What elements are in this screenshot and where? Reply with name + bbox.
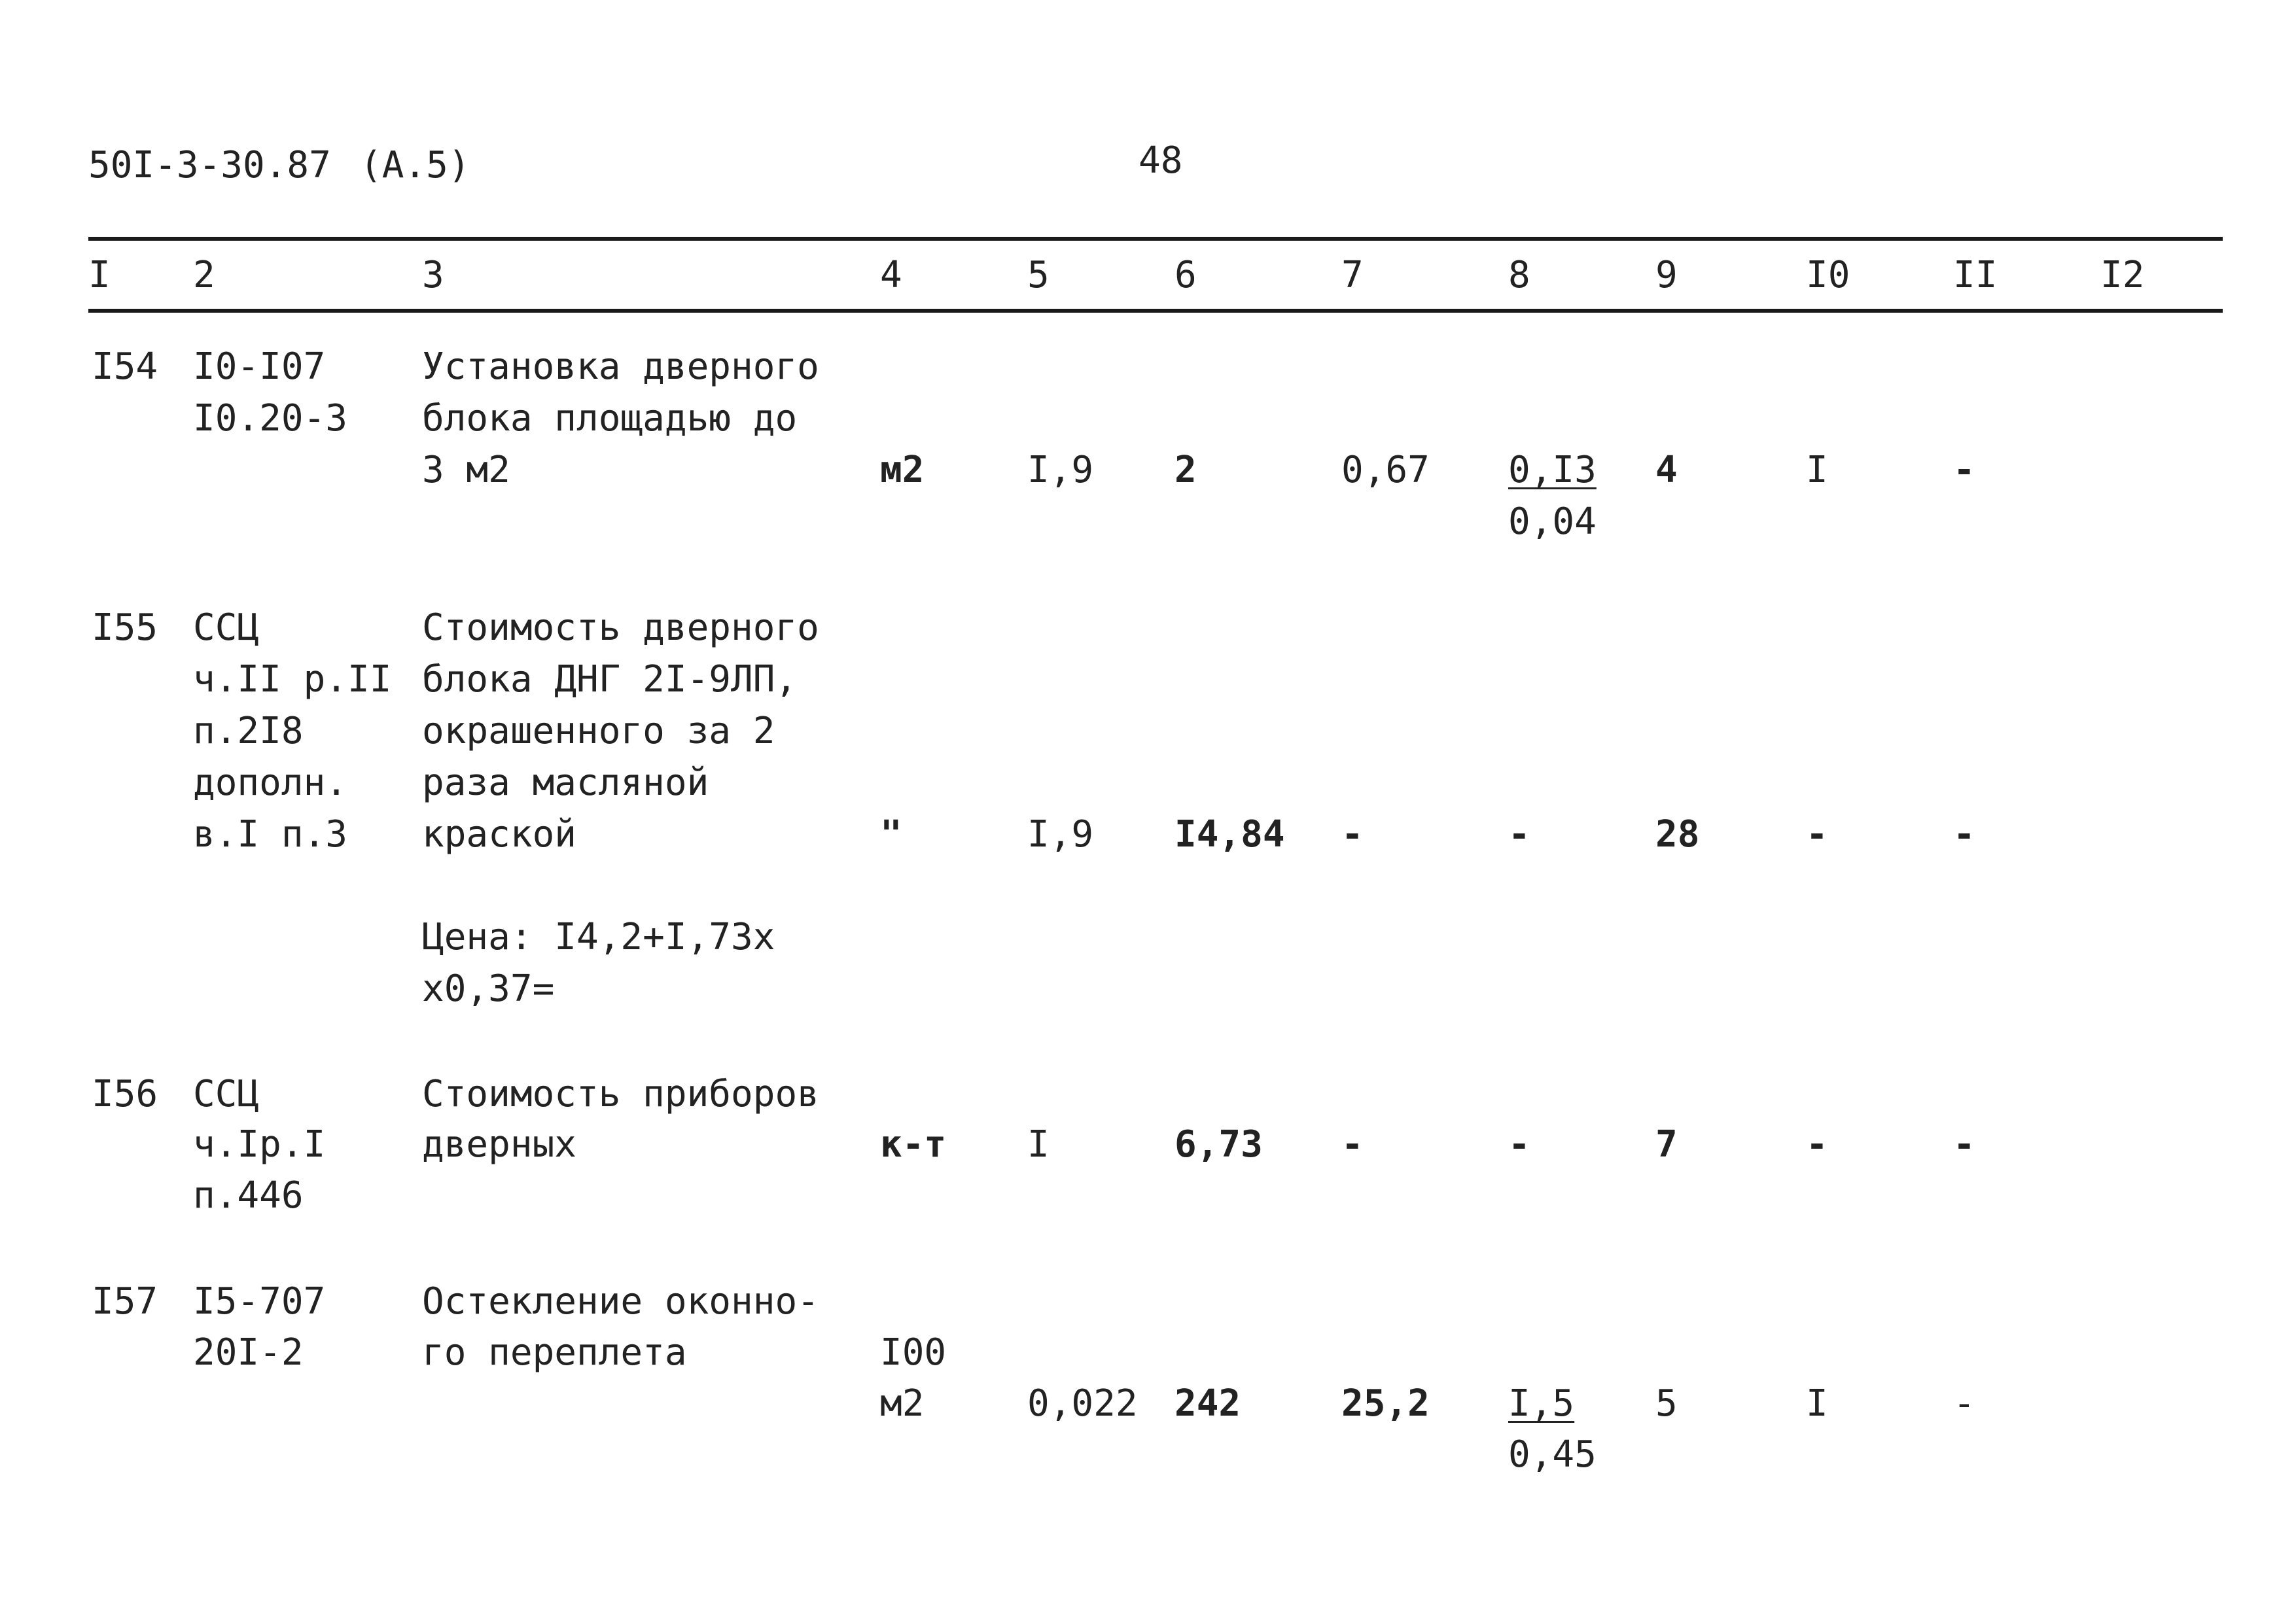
unit-cell: м2 (880, 449, 925, 491)
quantity-cell: I,9 (1027, 813, 1094, 856)
table-top-rule (88, 237, 2223, 241)
row-number: I54 (92, 345, 158, 388)
table-header-rule (88, 309, 2223, 313)
column-10-cell: I (1806, 449, 1828, 491)
column-header-4: 4 (880, 254, 902, 296)
description-line: го переплета (422, 1331, 687, 1374)
column-11-cell: - (1953, 449, 1975, 491)
column-header-3: 3 (422, 254, 444, 296)
column-7-cell: - (1341, 813, 1364, 856)
column-8-denominator: 0,04 (1508, 500, 1597, 543)
column-header-6: 6 (1174, 254, 1197, 296)
column-10-cell: - (1806, 813, 1828, 856)
column-8-denominator: 0,45 (1508, 1433, 1597, 1476)
reference-line: I5-707 (193, 1280, 326, 1323)
column-header-2: 2 (193, 254, 215, 296)
reference-line: ч.II р.II (193, 658, 392, 701)
column-11-cell: - (1953, 1123, 1975, 1166)
row-number: I55 (92, 606, 158, 649)
page-number: 48 (1139, 139, 1183, 182)
description-line: Установка дверного (422, 345, 819, 388)
column-header-9: 9 (1655, 254, 1678, 296)
column-header-1: I (88, 254, 111, 296)
description-line: 3 м2 (422, 449, 510, 491)
column-11-cell: - (1953, 1382, 1975, 1425)
price-cell: 6,73 (1174, 1123, 1263, 1166)
column-10-cell: I (1806, 1382, 1828, 1425)
column-8-numerator: 0,I3 (1508, 449, 1597, 491)
description-line: дверных (422, 1123, 577, 1166)
reference-line: дополн. (193, 761, 348, 804)
price-cell: I4,84 (1174, 813, 1285, 856)
description-line: Стоимость дверного (422, 606, 819, 649)
reference-line: I0-I07 (193, 345, 326, 388)
reference-line: ч.Iр.I (193, 1123, 326, 1166)
price-cell: 242 (1174, 1382, 1241, 1425)
album-reference: (А.5) (360, 144, 470, 186)
column-header-12: I2 (2100, 254, 2145, 296)
column-7-cell: 0,67 (1341, 449, 1430, 491)
row-number: I57 (92, 1280, 158, 1323)
description-line: Стоимость приборов (422, 1073, 819, 1115)
unit-line: I00 (880, 1331, 947, 1374)
column-7-cell: 25,2 (1341, 1382, 1430, 1425)
document-code: 50I-3-30.87 (88, 144, 331, 186)
unit-cell: к-т (880, 1123, 947, 1166)
reference-line: п.2I8 (193, 710, 304, 752)
row-number: I56 (92, 1073, 158, 1115)
description-line: блока ДНГ 2I-9ЛП, (422, 658, 798, 701)
column-8-cell: - (1508, 813, 1530, 856)
column-header-11: II (1953, 254, 1998, 296)
column-8-cell: - (1508, 1123, 1530, 1166)
column-8-numerator: I,5 (1508, 1382, 1575, 1425)
reference-line: ССЦ (193, 606, 260, 649)
unit-line: м2 (880, 1382, 925, 1425)
column-9-cell: 4 (1655, 449, 1678, 491)
price-formula-line: Цена: I4,2+I,73х (422, 916, 775, 958)
column-9-cell: 5 (1655, 1382, 1678, 1425)
quantity-cell: I (1027, 1123, 1050, 1166)
column-header-10: I0 (1806, 254, 1850, 296)
reference-line: I0.20-3 (193, 397, 348, 440)
description-line: Остекление оконно- (422, 1280, 819, 1323)
price-formula-line: х0,37= (422, 968, 555, 1010)
reference-line: в.I п.3 (193, 813, 348, 856)
column-11-cell: - (1953, 813, 1975, 856)
reference-line: 20I-2 (193, 1331, 304, 1374)
description-line: краской (422, 813, 577, 856)
description-line: блока площадью до (422, 397, 798, 440)
column-9-cell: 28 (1655, 813, 1700, 856)
unit-cell: " (880, 813, 902, 856)
description-line: окрашенного за 2 (422, 710, 775, 752)
quantity-cell: 0,022 (1027, 1382, 1138, 1425)
column-7-cell: - (1341, 1123, 1364, 1166)
column-header-7: 7 (1341, 254, 1364, 296)
column-header-8: 8 (1508, 254, 1530, 296)
description-line: раза масляной (422, 761, 709, 804)
column-header-5: 5 (1027, 254, 1050, 296)
reference-line: ССЦ (193, 1073, 260, 1115)
reference-line: п.446 (193, 1174, 304, 1217)
column-10-cell: - (1806, 1123, 1828, 1166)
quantity-cell: I,9 (1027, 449, 1094, 491)
column-9-cell: 7 (1655, 1123, 1678, 1166)
price-cell: 2 (1174, 449, 1197, 491)
